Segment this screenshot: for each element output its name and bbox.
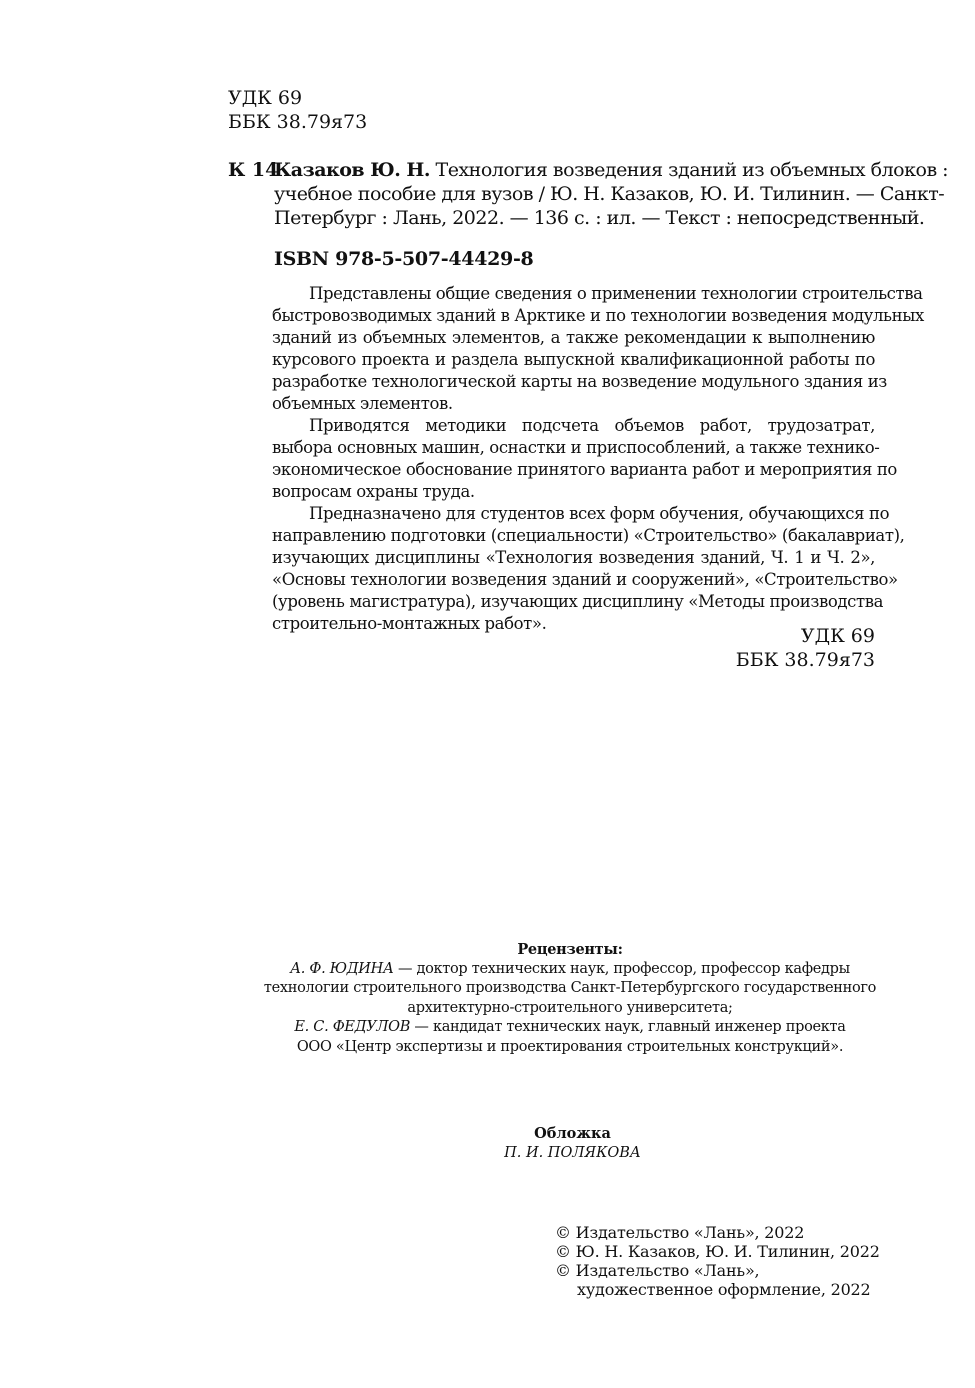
classification-top <box>228 86 367 134</box>
reviewer-1-affiliation: технологии строительного производства Санкт-Петербургского государственного <box>263 980 877 996</box>
abstract-line: «Основы технологии возведения зданий и сооружений», «Строительство» <box>272 570 898 589</box>
abstract-line: направлению подготовки (специальности) «Строительство» (бакалавриат), <box>272 526 905 545</box>
copyright-line: художественное оформление, 2022 <box>577 1280 871 1299</box>
abstract-line: (уровень магистратура), изучающих дисциплину «Методы производства <box>272 592 884 611</box>
isbn: ISBN 978-5-507-44429-8 <box>274 248 534 270</box>
reviewer-2-line <box>250 1018 890 1038</box>
bbk-code: ББК 38.79я73 <box>228 111 368 133</box>
catalog-index: К 14 <box>228 159 279 181</box>
biblio-line-2: учебное пособие для вузов / Ю. Н. Казаков, Ю. И. Тилинин. — Санкт- <box>274 183 945 205</box>
biblio-line-1 <box>274 158 949 182</box>
abstract-line: строительно-монтажных работ». <box>272 614 547 633</box>
abstract-line: быстровозводимых зданий в Арктике и по технологии возведения модульных <box>272 306 924 325</box>
book-author: Казаков Ю. Н. <box>274 159 430 181</box>
cover-credit <box>250 1124 895 1163</box>
reviewer-2-credentials: — кандидат технических наук, главный инженер проекта <box>410 1019 846 1035</box>
book-title: Технология возведения зданий из объемных блоков : <box>430 159 949 181</box>
reviewer-2-affiliation: ООО «Центр экспертизы и проектирования строительных конструкций». <box>296 1038 844 1055</box>
abstract-line: изучающих дисциплины «Технология возведения зданий, Ч. 1 и Ч. 2», <box>272 548 875 567</box>
reviewers-heading: Рецензенты: <box>517 941 623 958</box>
abstract-line: экономическое обоснование принятого варианта работ и мероприятия по <box>272 460 897 479</box>
biblio-line-3: Петербург : Лань, 2022. — 136 с. : ил. — Текст : непосредственный. <box>274 207 925 229</box>
bbk-code: ББК 38.79я73 <box>735 649 875 671</box>
reviewers-section <box>250 940 890 1057</box>
reviewer-1-name: А. Ф. ЮДИНА <box>290 960 394 977</box>
abstract-line: вопросам охраны труда. <box>272 482 475 501</box>
reviewer-1-credentials: — доктор технических наук, профессор, профессор кафедры <box>393 960 850 977</box>
abstract-line: зданий из объемных элементов, а также рекомендации к выполнению <box>272 328 875 347</box>
abstract-line: выбора основных машин, оснастки и приспособлений, а также технико- <box>272 438 880 457</box>
reviewer-1-affiliation-cont: архитектурно-строительного университета; <box>407 999 733 1016</box>
abstract-line: Представлены общие сведения о применении технологии строительства <box>309 284 923 303</box>
abstract-line: объемных элементов. <box>272 394 453 413</box>
abstract <box>272 283 924 635</box>
reviewer-1-line <box>250 960 890 980</box>
reviewer-2-name: Е. С. ФЕДУЛОВ <box>294 1019 411 1035</box>
abstract-line: курсового проекта и раздела выпускной квалификационной работы по <box>272 350 875 369</box>
abstract-line: Приводятся методики подсчета объемов работ, трудозатрат, <box>309 416 875 435</box>
abstract-line: Предназначено для студентов всех форм обучения, обучающихся по <box>309 504 890 523</box>
abstract-line: разработке технологической карты на возведение модульного здания из <box>272 372 887 391</box>
copyright-line: © Ю. Н. Казаков, Ю. И. Тилинин, 2022 <box>555 1242 880 1261</box>
copyright-line: © Издательство «Лань», <box>555 1261 760 1280</box>
udk-code: УДК 69 <box>228 87 303 109</box>
classification-bottom <box>736 624 875 672</box>
cover-designer: П. И. ПОЛЯКОВА <box>504 1144 641 1161</box>
copyright-notice <box>555 1223 880 1299</box>
cover-heading: Обложка <box>534 1125 611 1142</box>
bibliographic-record <box>274 158 949 230</box>
copyright-line: © Издательство «Лань», 2022 <box>555 1223 805 1242</box>
udk-code: УДК 69 <box>800 625 875 647</box>
